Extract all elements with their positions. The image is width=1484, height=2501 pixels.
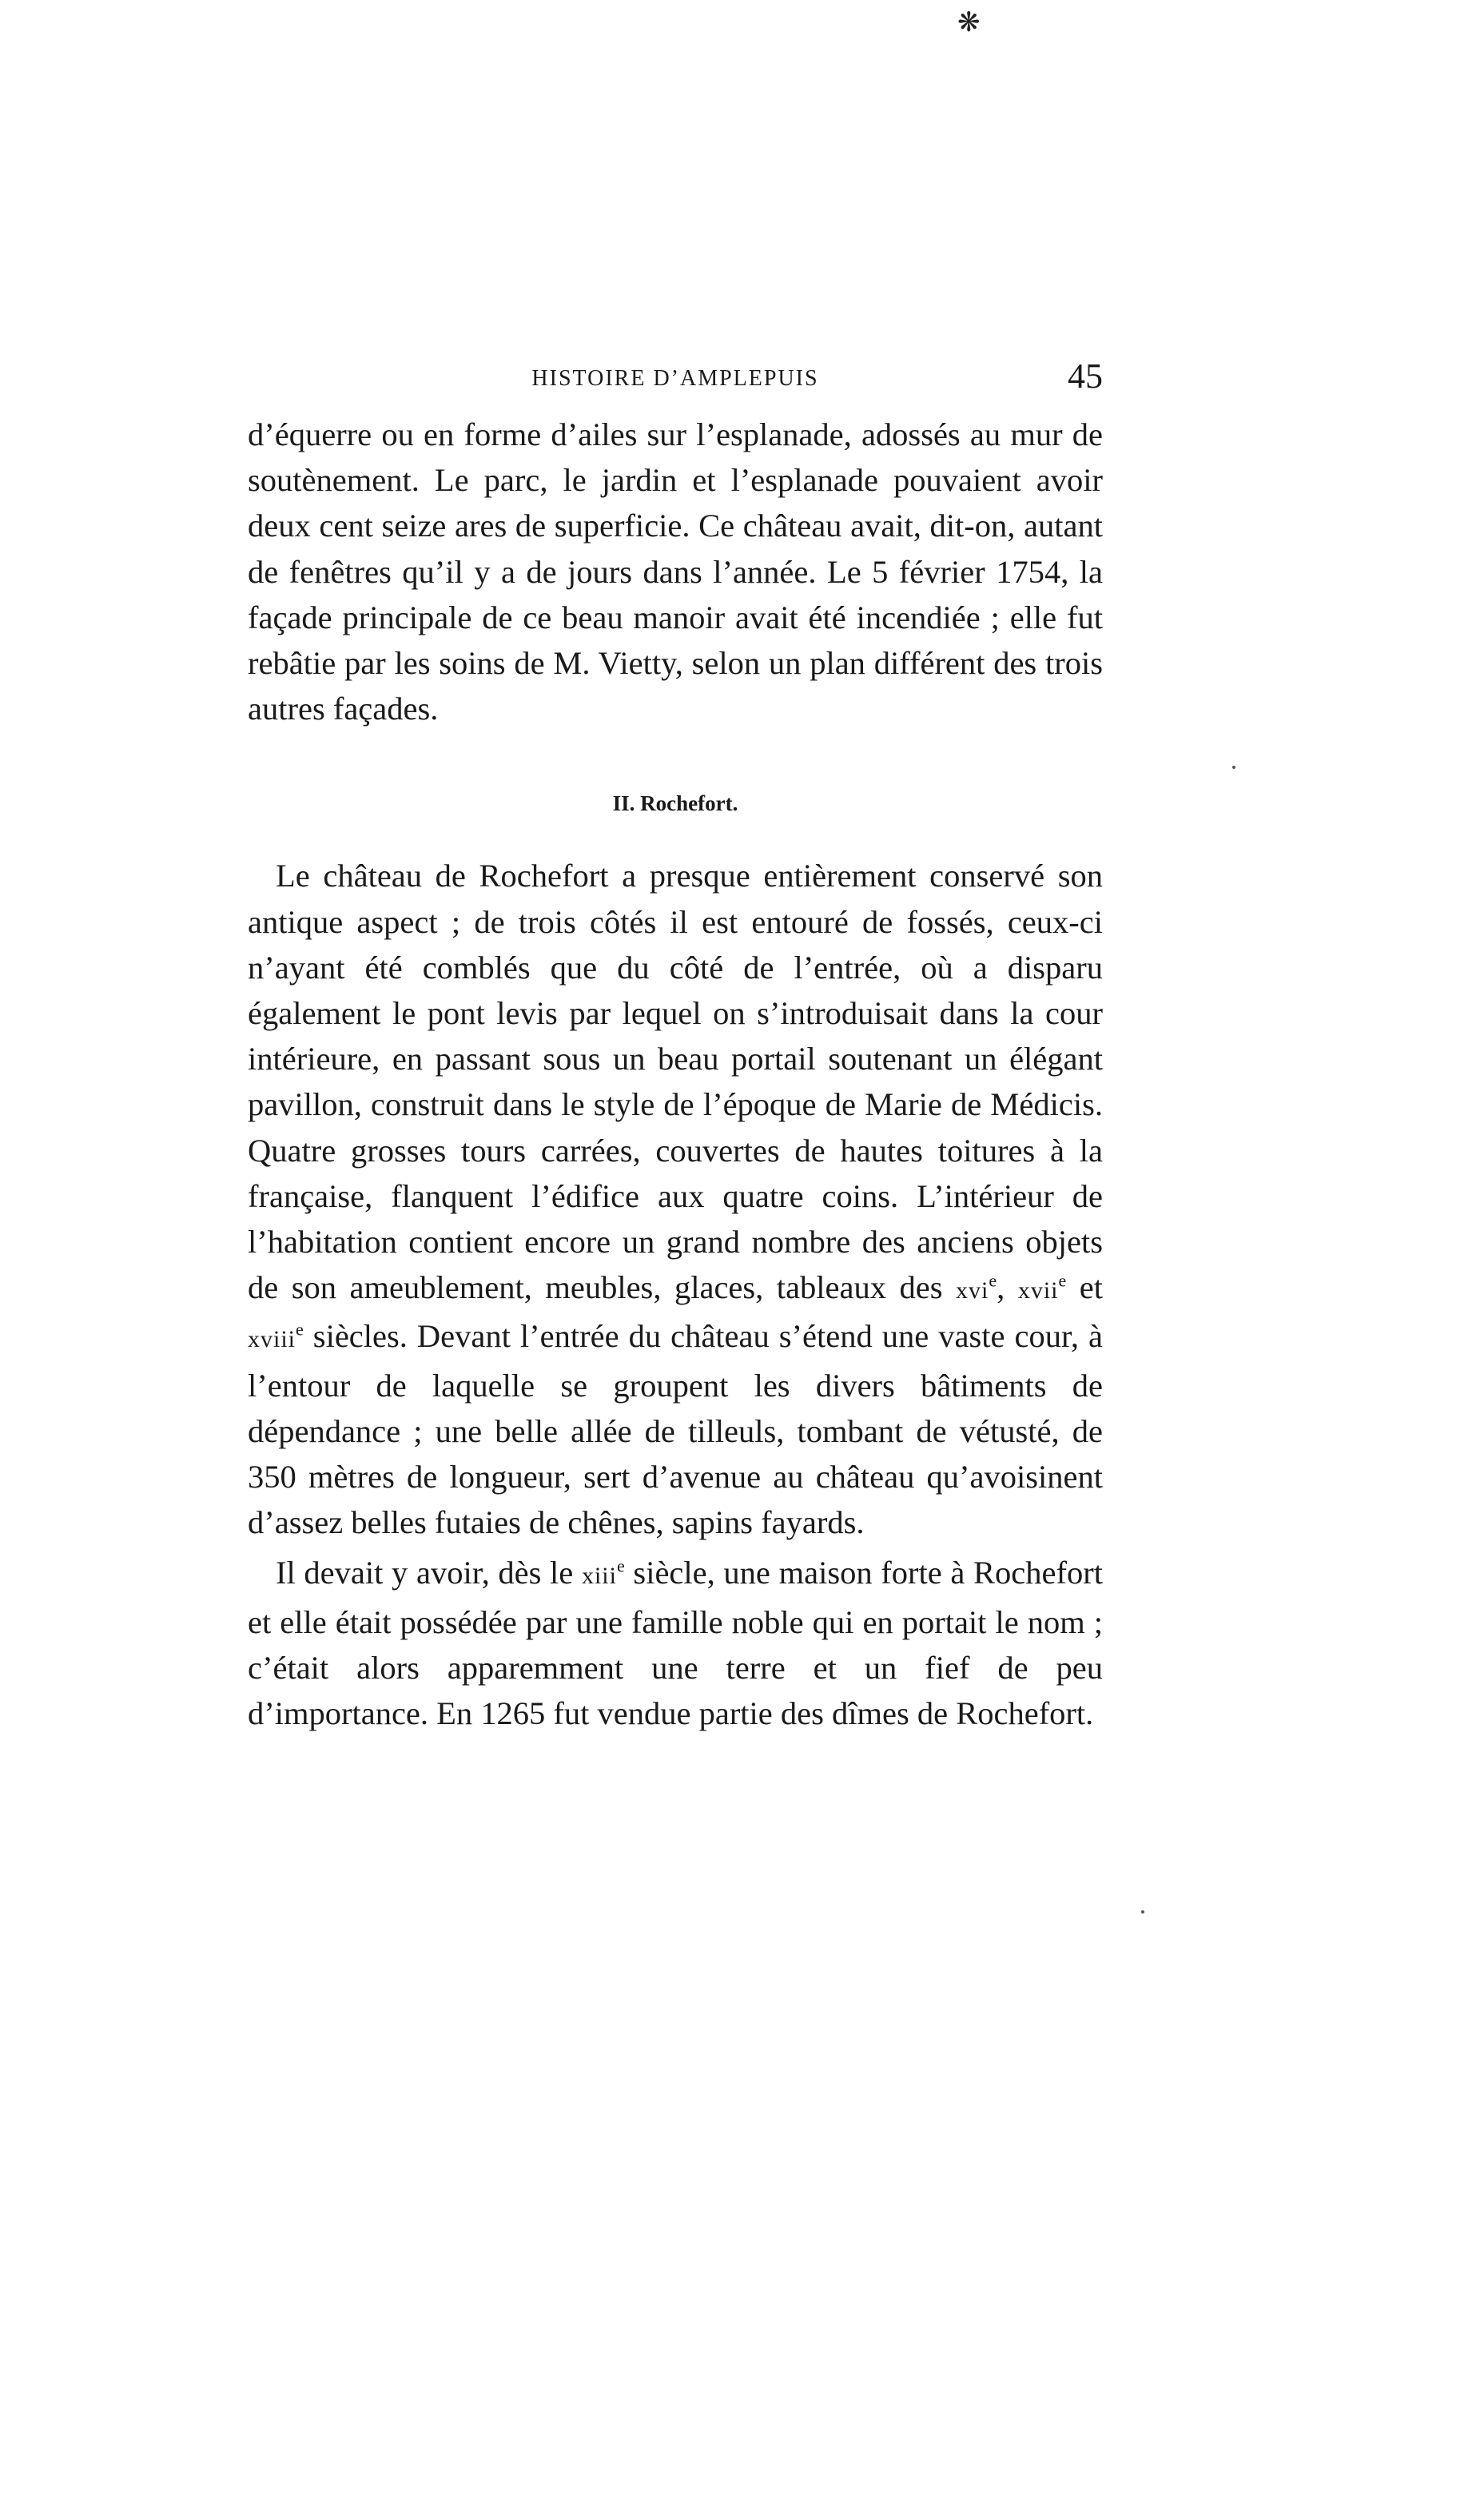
- paper-speck: [1141, 1910, 1144, 1914]
- superscript-e: e: [296, 1319, 304, 1340]
- paragraph-text: siècles. Devant l’entrée du château s’étend une vaste cour, à l’entour de laquelle se groupent les divers bâtiments de dépendance ; une belle allée de tilleuls, tombant de vétusté, de 350 mètres de longueur, sert d’avenue au château qu’avoisinent d’assez belles futaies de chênes, sapins fayards.: [248, 1318, 1103, 1541]
- superscript-e: e: [616, 1555, 625, 1576]
- century-xvi: xvi: [956, 1277, 989, 1304]
- body-text: [248, 412, 1103, 1736]
- paragraph-text: Le château de Rochefort a presque entièrement conservé son antique aspect ; de trois côtés il est entouré de fossés, ceux-ci n’ayant été comblés que du côté de l’entrée, où a disparu également le pont levis par lequel on s’introduisait dans la cour intérieure, en passant sous un beau portail soutenant un élégant pavillon, construit dans le style de l’époque de Marie de Médicis. Quatre grosses tours carrées, couvertes de hautes toitures à la française, flanquent l’édifice aux quatre coins. L’intérieur de l’habitation contient encore un grand nombre des anciens objets de son ameublement, meubles, glaces, tableaux des: [248, 858, 1103, 1306]
- century-xiii: xiii: [581, 1563, 617, 1590]
- paragraph-continuation: d’équerre ou en forme d’ailes sur l’esplanade, adossés au mur de soutènement. Le parc, le jardin et l’esplanade pouvaient avoir deux cent seize ares de superficie. Ce château avait, dit-on, autant de fenêtres qu’il y a de jours dans l’année. Le 5 février 1754, la façade principale de ce beau manoir avait été incendiée ; elle fut rebâtie par les soins de M. Vietty, selon un plan différent des trois autres façades.: [248, 416, 1103, 727]
- paragraph-text: Il devait y avoir, dès le: [276, 1555, 582, 1591]
- paper-speck: [1232, 766, 1235, 769]
- running-head: HISTOIRE D’AMPLEPUIS: [531, 366, 819, 391]
- separator: et: [1066, 1269, 1104, 1306]
- paragraph-rochefort-description: [248, 853, 1103, 1545]
- paragraph-rochefort-history: [248, 1550, 1103, 1736]
- superscript-e: e: [989, 1270, 997, 1291]
- page-header: [248, 352, 1103, 400]
- ink-blot-icon: ❋: [957, 8, 981, 38]
- separator: ,: [997, 1269, 1018, 1306]
- century-xviii: xviii: [248, 1326, 296, 1353]
- superscript-e: e: [1058, 1270, 1067, 1291]
- page-number: 45: [1068, 356, 1103, 396]
- century-xvii: xvii: [1017, 1277, 1059, 1304]
- paragraph-text: siècle, une maison forte à Rochefort et elle était possédée par une famille noble qui en portait le nom ; c’était alors apparemment une terre et un fief de peu d’importance. En 1265 fut vendue partie des dîmes de Rochefort.: [248, 1555, 1103, 1732]
- section-title: II. Rochefort.: [612, 791, 738, 816]
